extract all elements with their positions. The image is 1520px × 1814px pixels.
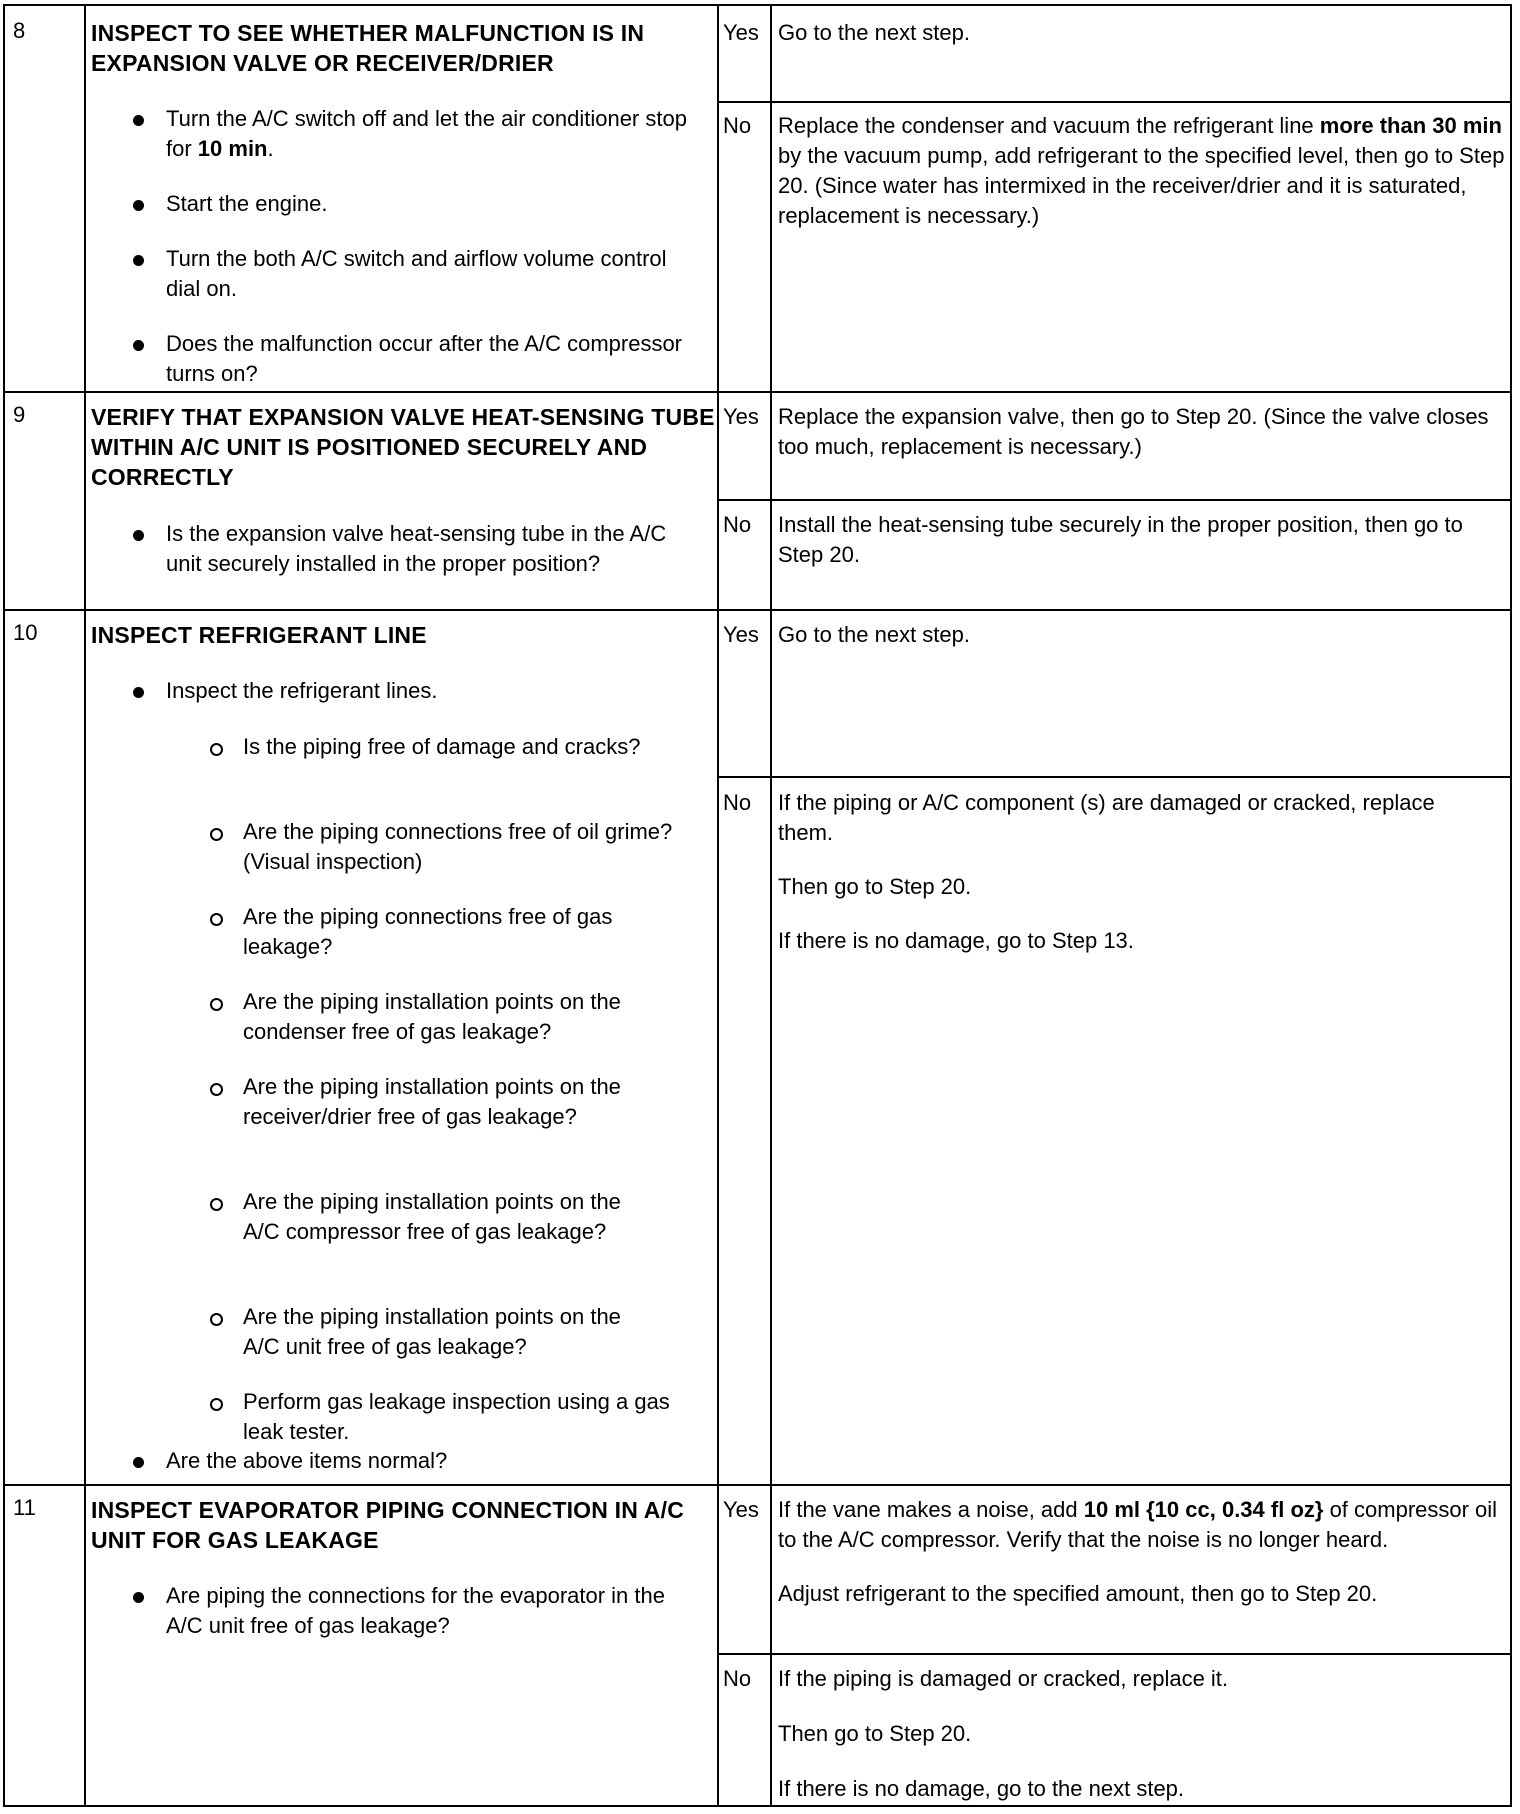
no-result: Install the heat-sensing tube securely in the proper position, then go to Step 20. xyxy=(778,512,1463,567)
step-title: INSPECT REFRIGERANT LINE xyxy=(91,622,427,648)
bullet-icon xyxy=(133,115,144,126)
no-label: No xyxy=(723,1666,752,1691)
yes-result: If the vane makes a noise, add 10 ml {10 cc, 0.34 fl oz} of compressor oil to the A/C compressor. Verify that the noise is no longer heard. Adjust refrigerant to the specified amount, then go to Step 20. xyxy=(778,1497,1498,1606)
step-number: 10 xyxy=(13,620,38,645)
check-bullet: Is the expansion valve heat-sensing tube in the A/C unit securely installed in the proper position? xyxy=(133,519,673,579)
column-divider-check xyxy=(717,6,719,1805)
troubleshooting-table xyxy=(3,4,1512,1807)
column-divider-step xyxy=(84,6,86,1805)
circle-bullet-icon xyxy=(210,743,223,756)
check-bullet: Are piping the connections for the evaporator in the A/C unit free of gas leakage? xyxy=(133,1581,693,1641)
no-result: If the piping or A/C component (s) are damaged or cracked, replace them. Then go to Step 20. If there is no damage, go to Step 13. xyxy=(778,790,1435,953)
bullet-icon xyxy=(133,200,144,211)
circle-bullet-icon xyxy=(210,1398,223,1411)
row-divider xyxy=(5,609,1510,611)
sub-check-bullet: Are the piping connections free of gas leakage? xyxy=(210,902,680,962)
sub-check-bullet: Is the piping free of damage and cracks? xyxy=(210,732,680,762)
no-label: No xyxy=(723,790,752,815)
yes-no-divider xyxy=(717,101,1510,103)
check-bullet: Turn the A/C switch off and let the air conditioner stop for 10 min. xyxy=(133,104,693,164)
step-number: 11 xyxy=(13,1495,36,1520)
no-result: If the piping is damaged or cracked, replace it. Then go to Step 20. If there is no damage, go to the next step. xyxy=(778,1666,1229,1801)
sub-check-bullet: Are the piping connections free of oil grime? (Visual inspection) xyxy=(210,817,680,877)
yes-label: Yes xyxy=(723,404,759,429)
bullet-icon xyxy=(133,340,144,351)
row-divider xyxy=(5,391,1510,393)
yes-result: Replace the expansion valve, then go to Step 20. (Since the valve closes too much, replacement is necessary.) xyxy=(778,404,1489,459)
circle-bullet-icon xyxy=(210,998,223,1011)
sub-check-bullet: Are the piping installation points on the A/C compressor free of gas leakage? xyxy=(210,1187,650,1247)
no-result: Replace the condenser and vacuum the refrigerant line more than 30 min by the vacuum pump, add refrigerant to the specified level, then go to Step 20. (Since water has intermixed in the receiver/drier and it is saturated, replacement is necessary.) xyxy=(778,113,1505,228)
check-bullet: Inspect the refrigerant lines. xyxy=(133,676,693,706)
yes-result: Go to the next step. xyxy=(778,622,971,647)
yes-label: Yes xyxy=(723,1497,759,1522)
yes-no-divider xyxy=(717,499,1510,501)
step-title: INSPECT EVAPORATOR PIPING CONNECTION IN A/C UNIT FOR GAS LEAKAGE xyxy=(91,1497,685,1553)
row-divider xyxy=(5,1484,1510,1486)
yes-label: Yes xyxy=(723,622,759,647)
step-title: VERIFY THAT EXPANSION VALVE HEAT-SENSING TUBE WITHIN A/C UNIT IS POSITIONED SECURELY AND CORRECTLY xyxy=(91,404,715,490)
yes-label: Yes xyxy=(723,20,759,45)
yes-no-divider xyxy=(717,1653,1510,1655)
bullet-icon xyxy=(133,255,144,266)
bullet-icon xyxy=(133,1592,144,1603)
step-number: 9 xyxy=(13,402,26,427)
column-divider-answer xyxy=(770,6,772,1805)
no-label: No xyxy=(723,113,752,138)
circle-bullet-icon xyxy=(210,1083,223,1096)
no-label: No xyxy=(723,512,752,537)
circle-bullet-icon xyxy=(210,913,223,926)
bullet-icon xyxy=(133,687,144,698)
check-bullet: Does the malfunction occur after the A/C compressor turns on? xyxy=(133,329,693,389)
sub-check-bullet: Are the piping installation points on the condenser free of gas leakage? xyxy=(210,987,680,1047)
yes-no-divider xyxy=(717,776,1510,778)
step-title: INSPECT TO SEE WHETHER MALFUNCTION IS IN EXPANSION VALVE OR RECEIVER/DRIER xyxy=(91,20,645,76)
yes-result: Go to the next step. xyxy=(778,20,971,45)
circle-bullet-icon xyxy=(210,828,223,841)
step-number: 8 xyxy=(13,18,26,43)
sub-check-bullet: Are the piping installation points on the A/C unit free of gas leakage? xyxy=(210,1302,650,1362)
sub-check-bullet: Perform gas leakage inspection using a gas leak tester. xyxy=(210,1387,680,1447)
bullet-icon xyxy=(133,1457,144,1468)
check-bullet: Start the engine. xyxy=(133,189,693,219)
circle-bullet-icon xyxy=(210,1198,223,1211)
check-bullet: Are the above items normal? xyxy=(133,1446,693,1476)
circle-bullet-icon xyxy=(210,1313,223,1326)
check-bullet: Turn the both A/C switch and airflow volume control dial on. xyxy=(133,244,693,304)
sub-check-bullet: Are the piping installation points on the receiver/drier free of gas leakage? xyxy=(210,1072,650,1132)
bullet-icon xyxy=(133,530,144,541)
